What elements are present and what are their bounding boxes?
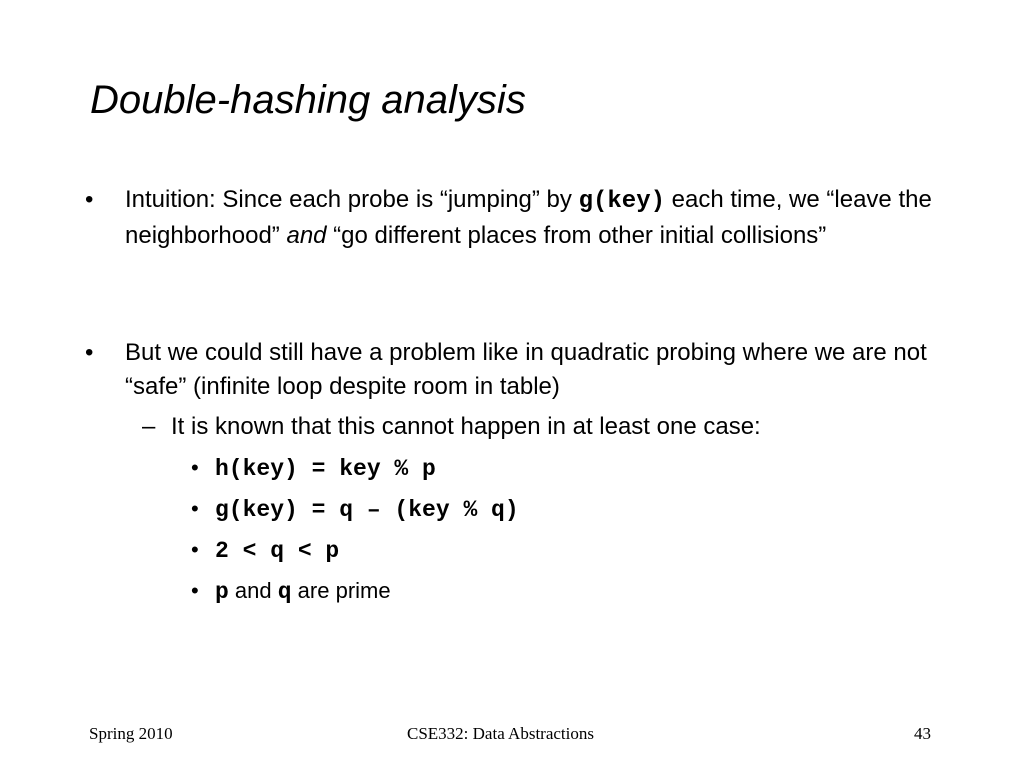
dash-marker: – — [142, 413, 156, 440]
text-segment: and — [228, 578, 278, 603]
sub-bullet-text: It is known that this cannot happen in at least one case: — [171, 413, 761, 440]
text-segment: are prime — [291, 578, 391, 603]
bullet-marker: • — [85, 339, 94, 366]
sub-bullet-known-case — [142, 410, 761, 444]
text-segment: Intuition: Since each probe is “jumping” by — [125, 186, 579, 213]
bullet-marker: • — [191, 455, 199, 480]
bullet-problem-text: But we could still have a problem like in quadratic probing where we are not “safe” (infinite loop despite room in table) — [125, 339, 927, 400]
footer-page-number: 43 — [914, 724, 931, 743]
footer-course: CSE332: Data Abstractions — [407, 724, 594, 743]
code-g-key-formula: g(key) = q – (key % q) — [215, 497, 519, 523]
emphasis-and: and — [286, 222, 327, 249]
text-segment: each time, we “leave the neighborhood” — [125, 186, 932, 249]
slide-title: Double-hashing analysis — [90, 78, 526, 122]
text-segment: “go different places from other initial collisions” — [326, 222, 827, 249]
code-p: p — [215, 579, 229, 605]
bullet-marker: • — [191, 578, 199, 603]
footer-term: Spring 2010 — [89, 724, 173, 743]
condition-q-range — [191, 535, 339, 566]
bullet-intuition-text — [125, 183, 955, 253]
bullet-marker: • — [191, 537, 199, 562]
condition-prime — [191, 576, 391, 607]
bullet-marker: • — [191, 496, 199, 521]
bullet-problem — [85, 336, 955, 404]
bullet-marker: • — [85, 186, 94, 213]
code-h-key: h(key) = key % p — [215, 456, 436, 482]
code-q-range: 2 < q < p — [215, 538, 340, 564]
condition-g-key — [191, 494, 519, 525]
code-q: q — [277, 579, 292, 605]
condition-h-key — [191, 453, 436, 484]
code-g-key: g(key) — [578, 188, 665, 215]
bullet-intuition — [85, 183, 955, 253]
